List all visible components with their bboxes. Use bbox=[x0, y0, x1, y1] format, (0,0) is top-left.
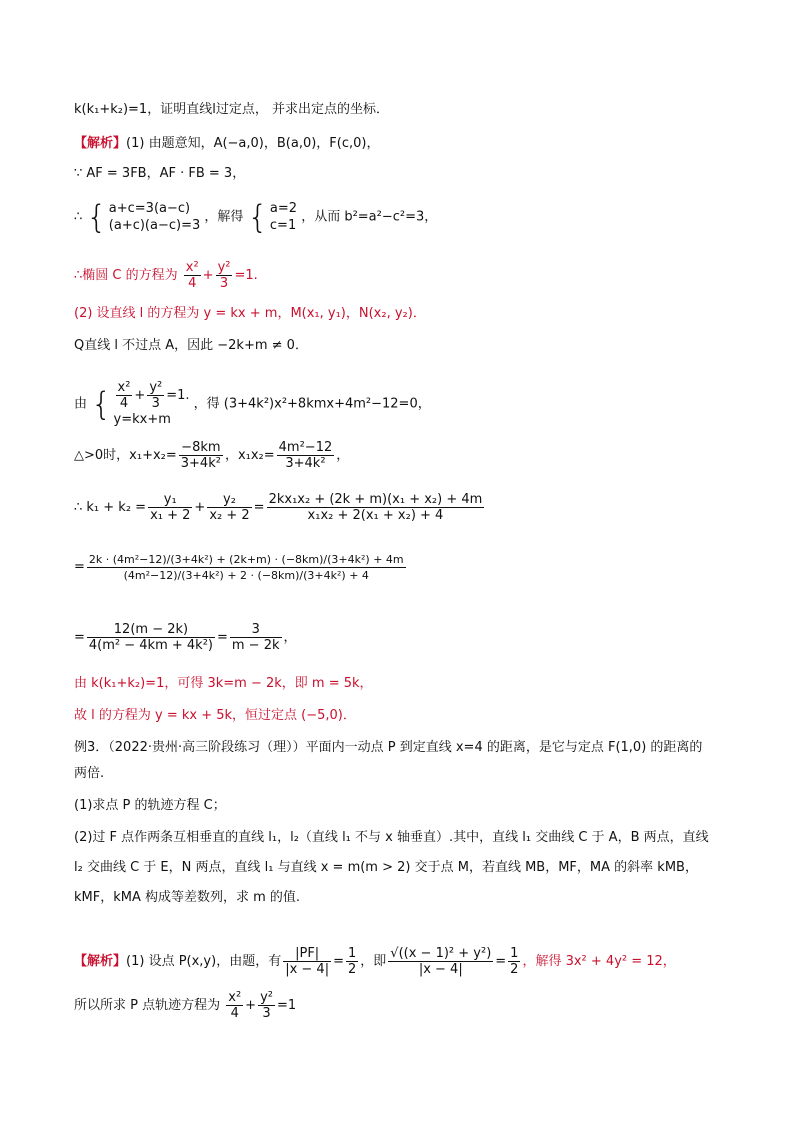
question-2: (2)过 F 点作两条互相垂直的直线 l₁，l₂（直线 l₁ 不与 x 轴垂直）.其中，直线 l₁ 交曲线 C 于 A，B 两点，直线 bbox=[74, 830, 709, 845]
line-not-through-a: Q直线 l 不过点 A，因此 −2k+m ≠ 0． bbox=[74, 338, 308, 353]
substitution-fraction: = $\frac{\text{2k · (4m²−12)/(3+4k²) + (2k+m) · (−8km)/(3+4k²) + 4m}}{\text{(4m²−12)/(3+4k²) + 2 · (−8km)/(3+4k²) + 4}}$ bbox=[74, 553, 404, 582]
system-solve-line: ∴ { a+c=3(a−c) (a+c)(a−c)=3 ，解得 { a=2 c=1 ，从而 b²=a²−c²=3， bbox=[74, 198, 438, 236]
fixed-point-conclusion: 故 l 的方程为 y = kx + 5k，恒过定点 (−5,0)． bbox=[74, 708, 356, 723]
solution-tag-2: 【解析】 bbox=[74, 954, 127, 969]
problem-continuation: k(k₁+k₂)=1，证明直线l过定点， 并求出定点的坐标． bbox=[74, 102, 389, 117]
system-2: a=2 c=1 bbox=[269, 201, 298, 233]
example-3-title-cont: 两倍. bbox=[74, 766, 105, 781]
vector-condition: ∵ AF = 3FB，AF · FB = 3， bbox=[74, 166, 246, 181]
solution-part2-intro: (2) 设直线 l 的方程为 y = kx + m，M(x₁, y₁)，N(x₂, y₂)． bbox=[74, 306, 426, 321]
solve-m-line: 由 k(k₁+k₂)=1，可得 3k=m − 2k，即 m = 5k， bbox=[74, 676, 373, 691]
question-2-cont: l₂ 交曲线 C 于 E，N 两点，直线 l₁ 与直线 x = m(m > 2) 交于点 M，若直线 MB，MF，MA 的斜率 kMB， bbox=[74, 860, 698, 875]
example-3-title: 例3．（2022·贵州·高三阶段练习（理））平面内一动点 P 到定直线 x=4 的距离，是它与定点 F(1,0) 的距离的 bbox=[74, 740, 703, 755]
question-2-end: kMF，kMA 构成等差数列，求 m 的值. bbox=[74, 890, 301, 905]
system-1: a+c=3(a−c) (a+c)(a−c)=3 bbox=[108, 201, 201, 233]
combined-system-line: 由 { $\frac{\text{x²}}{4}$ + $\frac{\text{y²}}{3}$ =1. y=kx+m ，得 (3+4k²)x²+8kmx+4m²−12=0， bbox=[74, 380, 431, 427]
question-1: (1)求点 P 的轨迹方程 C； bbox=[74, 798, 226, 813]
trajectory-equation: 所以所求 P 点轨迹方程为 $\frac{\text{x²}}{4}$ + $\frac{\text{y²}}{3}$ =1 bbox=[74, 990, 297, 1021]
vieta-line: △>0时，x₁+x₂= $\frac{-8km}{\text{3+4k²}}$ ，x₁x₂= $\frac{\text{4m²−12}}{\text{3+4k²}}$ ， bbox=[74, 440, 350, 471]
slope-sum-line: ∴ k₁ + k₂ = $\frac{\text{y₁}}{\text{x₁ + 2}}$ + $\frac{\text{y₂}}{\text{x₂ + 2}}$ = $\frac{\text{2kx₁x₂ + (2k + m)(x₁ + x₂) + 4m}}{\text{x₁x₂ + 2(x₁ + x₂) + 4}}$ bbox=[74, 492, 483, 523]
ellipse-equation: ∴椭圆 C 的方程为 $\frac{\text{x²}}{4}$ + $\frac{\text{y²}}{3}$ =1. bbox=[74, 260, 258, 291]
solution-3-part1: 【解析】(1) 设点 P(x,y)，由题，有 $\frac{|PF|}{|x - 4|}$ = $\frac{1}{2}$ ，即 $\frac{\text{√((x − 1)² + y²)}}{|x - 4|}$ = $\frac{1}{2}$ ，解得 3x² + 4y² = 12， bbox=[74, 946, 676, 977]
solution-part1-intro: 【解析】(1) 由题意知，A(−a,0)，B(a,0)，F(c,0)， bbox=[74, 136, 380, 151]
simplified-fraction: = $\frac{12(m - 2k)}{\text{4(m² − 4km + 4k²)}}$ = $\frac{3}{m - 2k}$ ， bbox=[74, 622, 297, 653]
solution-tag: 【解析】 bbox=[74, 136, 127, 151]
system-3: $\frac{\text{x²}}{4}$ + $\frac{\text{y²}}{3}$ =1. y=kx+m bbox=[113, 380, 190, 427]
